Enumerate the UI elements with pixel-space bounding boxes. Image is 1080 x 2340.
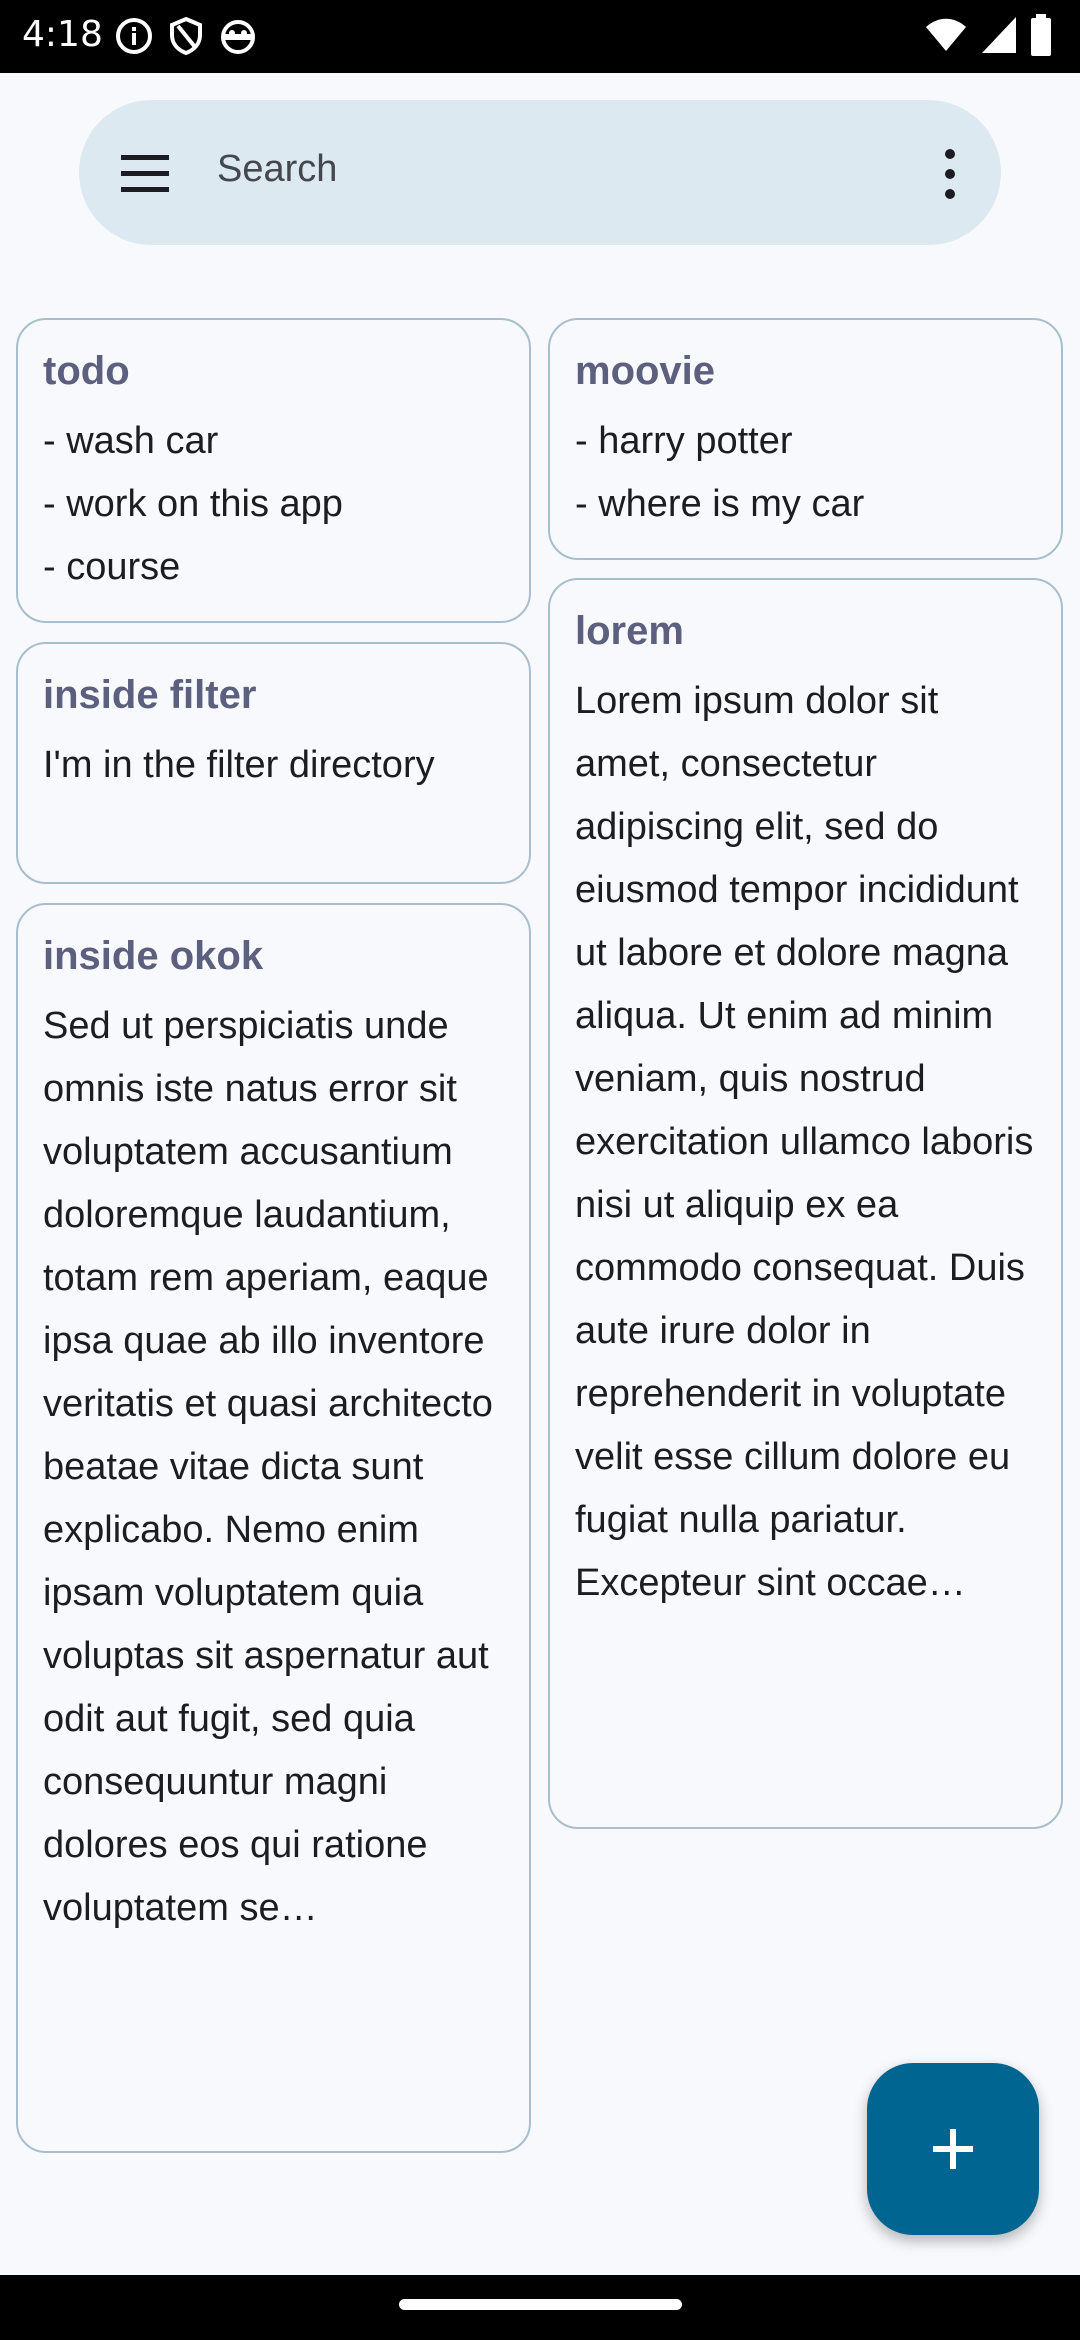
note-card-inside-filter[interactable] [16, 642, 531, 884]
wifi-icon [924, 15, 968, 55]
note-title: inside filter [43, 673, 257, 717]
android-face-icon [218, 16, 258, 56]
status-right-icons [924, 14, 1052, 56]
home-gesture-handle[interactable] [399, 2299, 682, 2310]
add-icon [925, 2121, 981, 2177]
add-note-button[interactable] [867, 2063, 1039, 2235]
status-left-icons [114, 16, 258, 56]
battery-icon [1030, 14, 1052, 56]
search-input[interactable]: Search [217, 148, 338, 190]
shield-icon [168, 16, 204, 56]
note-body: - wash car - work on this app - course [43, 420, 343, 588]
note-card-moovie[interactable] [548, 318, 1063, 560]
status-time: 4:18 [22, 14, 103, 55]
status-bar [0, 0, 1080, 73]
more-vert-icon[interactable] [935, 140, 965, 204]
note-card-lorem[interactable] [548, 578, 1063, 1829]
note-body: Lorem ipsum dolor sit amet, consectetur adipiscing elit, sed do eiusmod tempor incididunt ut labore et dolore magna aliqua. Ut enim ad minim veniam, quis nostrud exercitation ullamco laboris nisi ut aliquip ex ea commodo consequat. Duis aute irure dolor in reprehenderit in voluptate velit esse cillum dolore eu fugiat nulla pariatur. Excepteur sint occae… [575, 680, 1044, 1604]
note-title: todo [43, 349, 130, 393]
info-icon [114, 16, 154, 56]
hamburger-menu-icon[interactable] [113, 141, 177, 205]
note-title: moovie [575, 349, 716, 393]
navigation-bar [0, 2275, 1080, 2340]
note-title: inside okok [43, 934, 264, 978]
search-bar[interactable] [79, 100, 1001, 245]
note-card-todo[interactable] [16, 318, 531, 623]
note-title: lorem [575, 609, 684, 653]
note-body: - harry potter - where is my car [575, 420, 865, 525]
note-card-inside-okok[interactable] [16, 903, 531, 2153]
note-body: I'm in the filter directory [43, 744, 435, 786]
note-body: Sed ut perspiciatis unde omnis iste natus error sit voluptatem accusantium doloremque laudantium, totam rem aperiam, eaque ipsa quae ab illo inventore veritatis et quasi architecto beatae vitae dicta sunt explicabo. Nemo enim ipsam voluptatem quia voluptas sit aspernatur aut odit aut fugit, sed quia consequuntur magni dolores eos qui ratione voluptatem se… [43, 1005, 504, 1929]
signal-icon [980, 15, 1018, 55]
